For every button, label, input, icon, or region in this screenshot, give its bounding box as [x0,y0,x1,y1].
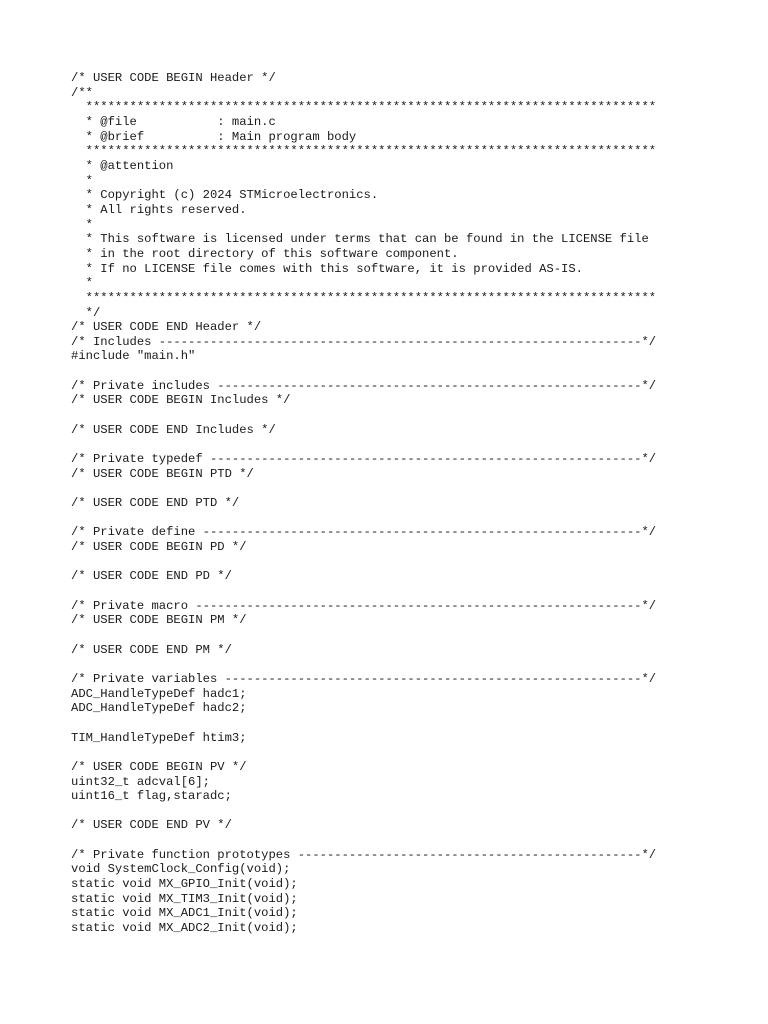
code-line: * @file : main.c [71,114,276,129]
code-line: * [71,276,93,291]
code-line: ****************************************************************************** [71,290,657,305]
code-line: uint32_t adcval[6]; [71,774,210,789]
code-line: /* USER CODE BEGIN Includes */ [71,393,291,408]
code-line [71,804,656,819]
code-line: /* USER CODE BEGIN Header */ [71,71,276,85]
code-line: * This software is licensed under terms that can be found in the LICENSE file [71,232,649,247]
code-line: /* USER CODE END Header */ [71,320,262,335]
code-line: /* Private function prototypes -----------------------------------------------*/ [71,847,657,862]
code-line: ADC_HandleTypeDef hadc2; [71,701,247,716]
code-line: static void MX_ADC1_Init(void); [71,906,298,921]
code-line: void SystemClock_Config(void); [71,862,291,877]
code-line: #include "main.h" [71,349,196,364]
code-line [71,628,656,643]
code-line: /* USER CODE END PM */ [71,642,232,657]
code-line [71,584,656,599]
code-line: /* USER CODE BEGIN PM */ [71,613,247,628]
code-line: * [71,217,93,232]
code-line: /* Private typedef -----------------------------------------------------------*/ [71,452,657,467]
code-line [71,364,656,379]
code-line: /* USER CODE BEGIN PTD */ [71,466,254,481]
code-line: /* Private includes ----------------------------------------------------------*/ [71,378,657,393]
code-line: /* Private variables ---------------------------------------------------------*/ [71,671,657,686]
code-line [71,555,656,570]
code-line: /* USER CODE END PV */ [71,818,232,833]
code-line [71,745,656,760]
code-line: /* USER CODE BEGIN PV */ [71,759,247,774]
code-line: /** [71,85,93,100]
code-line: /* USER CODE END PD */ [71,569,232,584]
code-line [71,657,656,672]
code-line: /* USER CODE BEGIN PD */ [71,540,247,554]
code-line: static void MX_TIM3_Init(void); [71,891,298,906]
code-line: ADC_HandleTypeDef hadc1; [71,686,247,701]
code-line: TIM_HandleTypeDef htim3; [71,730,247,745]
code-line [71,437,656,452]
code-line: * @brief : Main program body [71,129,357,144]
code-line: * If no LICENSE file comes with this software, it is provided AS-IS. [71,261,583,276]
source-code-block [71,71,656,936]
code-line [71,511,656,526]
code-line: /* Private macro -------------------------------------------------------------*/ [71,598,657,613]
code-line: * Copyright (c) 2024 STMicroelectronics. [71,188,379,203]
code-line: static void MX_ADC2_Init(void); [71,921,298,936]
code-line [71,833,656,848]
code-line: static void MX_GPIO_Init(void); [71,877,298,892]
code-line: /* Includes ------------------------------------------------------------------*/ [71,334,657,349]
code-line: /* USER CODE END Includes */ [71,422,276,437]
code-line: uint16_t flag,staradc; [71,789,232,804]
code-line: ****************************************************************************** [71,100,657,115]
code-line: /* Private define ------------------------------------------------------------*/ [71,525,657,540]
code-line [71,408,656,423]
code-line [71,481,656,496]
code-line: * All rights reserved. [71,202,247,217]
code-line: ****************************************************************************** [71,144,657,159]
code-line: */ [71,305,101,320]
code-line: /* USER CODE END PTD */ [71,496,240,511]
code-line: * @attention [71,158,174,173]
code-line: * [71,173,93,188]
code-line: * in the root directory of this software component. [71,246,459,261]
code-line [71,716,656,731]
